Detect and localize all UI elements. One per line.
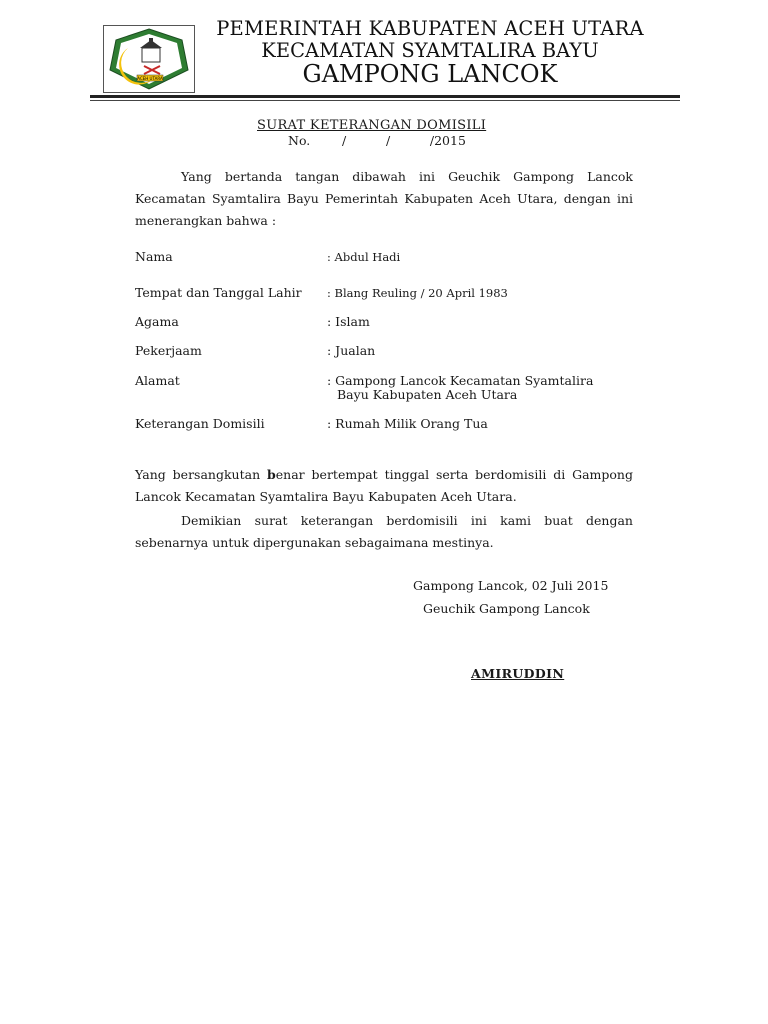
field-label: Agama — [135, 314, 179, 329]
signature-name: AMIRUDDIN — [471, 666, 565, 681]
statement-paragraph — [135, 464, 633, 508]
letter-title: SURAT KETERANGAN DOMISILI — [257, 118, 487, 133]
statement-post: enar bertempat tinggal serta berdomisili di Gampong Lancok Kecamatan Syamtalira Bayu Kabupaten Aceh Utara. — [135, 467, 633, 504]
opening-paragraph: Yang bertanda tangan dibawah ini Geuchik Gampong Lancok Kecamatan Syamtalira Bayu Pemerintah Kabupaten Aceh Utara, dengan ini menerangkan bahwa : — [135, 169, 633, 228]
letter-number: No. / / /2015 — [288, 133, 466, 148]
header-district: KECAMATAN SYAMTALIRA BAYU — [261, 39, 599, 62]
logo-ribbon-text: ACEH UTARA — [137, 76, 163, 81]
signature-place-date: Gampong Lancok, 02 Juli 2015 — [413, 578, 609, 593]
header-rule-thick — [90, 95, 680, 98]
header-government: PEMERINTAH KABUPATEN ACEH UTARA — [216, 17, 644, 40]
address-line-1: : Gampong Lancok Kecamatan Syamtalira — [327, 373, 594, 388]
address-line-2: Bayu Kabupaten Aceh Utara — [337, 387, 518, 402]
statement-pre: Yang bersangkutan — [135, 467, 268, 482]
field-label: Alamat — [135, 373, 180, 388]
field-label: Nama — [135, 249, 173, 264]
closing-paragraph: Demikian surat keterangan berdomisili ini kami buat dengan sebenarnya untuk dipergunakan sebagaimana mestinya. — [135, 513, 633, 550]
statement-bold: b — [267, 467, 276, 482]
field-value: : Blang Reuling / 20 April 1983 — [327, 286, 508, 300]
field-value — [327, 374, 627, 402]
regency-logo — [103, 25, 195, 93]
field-label: Tempat dan Tanggal Lahir — [135, 285, 302, 300]
field-label: Pekerjaam — [135, 343, 202, 358]
header-rule-thin — [90, 100, 680, 101]
field-value: : Abdul Hadi — [327, 250, 401, 264]
signature-position: Geuchik Gampong Lancok — [423, 601, 590, 616]
header-village: GAMPONG LANCOK — [302, 60, 558, 88]
field-label: Keterangan Domisili — [135, 416, 265, 431]
field-value: : Islam — [327, 314, 370, 329]
field-value: : Rumah Milik Orang Tua — [327, 416, 488, 431]
field-value: : Jualan — [327, 343, 376, 358]
